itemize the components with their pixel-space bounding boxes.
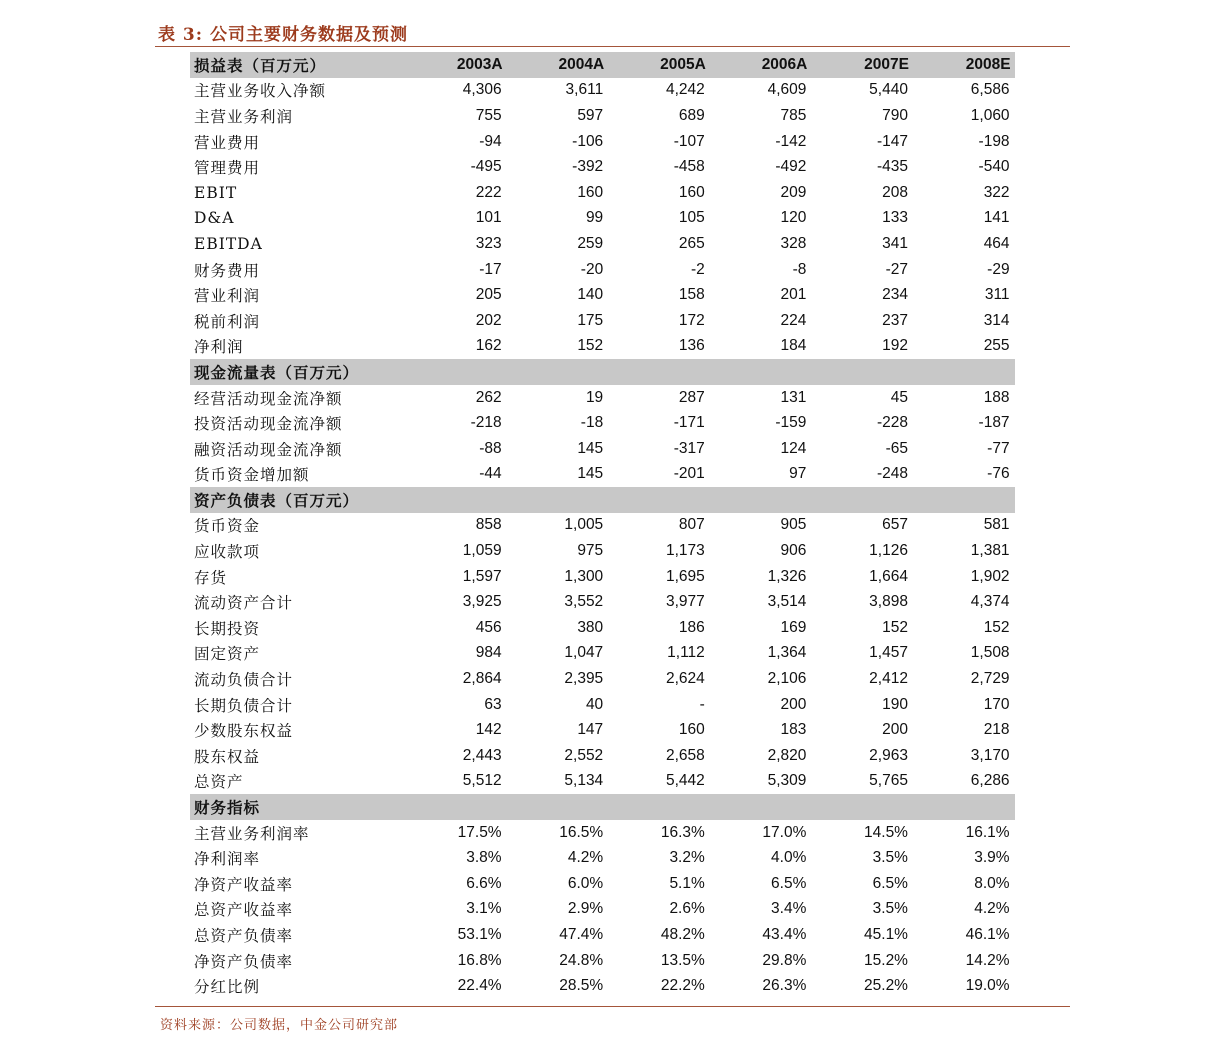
table-cell: 16.8% [457, 951, 502, 969]
table-cell: 63 [484, 695, 502, 713]
table-cell: 1,173 [665, 542, 705, 560]
table-cell: 133 [882, 209, 908, 227]
table-cell: 152 [577, 337, 604, 355]
table-cell: -171 [673, 414, 705, 432]
table-cell: 145 [577, 439, 604, 457]
table-cell: 208 [882, 183, 908, 201]
table-cell: 5,440 [869, 81, 908, 99]
table-cell: 141 [983, 209, 1010, 227]
table-cell: 380 [577, 618, 604, 636]
table-header-row [190, 52, 1015, 78]
table-cell: 1,664 [869, 567, 908, 585]
row-label: 总资产 [194, 773, 244, 792]
table-row [190, 103, 1015, 129]
table-cell: 142 [475, 721, 502, 739]
row-label: 净利润率 [194, 850, 261, 869]
table-cell: -20 [580, 260, 604, 278]
table-cell: -44 [479, 465, 502, 483]
table-cell: 1,381 [970, 542, 1010, 560]
section-title: 财务指标 [194, 798, 261, 818]
table-cell: -218 [470, 414, 502, 432]
table-cell: 906 [780, 542, 807, 560]
row-label: 总资产收益率 [194, 901, 294, 920]
table-cell: 2,412 [869, 670, 908, 688]
section-header-row [190, 359, 1015, 385]
table-row [190, 641, 1015, 667]
header-label: 损益表（百万元） [194, 55, 327, 75]
row-label: 流动资产合计 [194, 594, 294, 613]
table-row [190, 385, 1015, 411]
row-label: 主营业务收入净额 [194, 82, 327, 101]
row-label: D&A [194, 209, 235, 228]
table-cell: 222 [475, 183, 502, 201]
table-row [190, 564, 1015, 590]
table-cell: 3.2% [669, 849, 705, 867]
table-cell: 131 [780, 388, 807, 406]
table-row [190, 973, 1015, 999]
table-cell: 581 [983, 516, 1010, 534]
table-cell: 234 [882, 286, 908, 304]
table-row [190, 257, 1015, 283]
table-cell: -76 [987, 465, 1010, 483]
table-cell: -18 [580, 414, 604, 432]
table-cell: -435 [876, 158, 908, 176]
table-cell: -147 [876, 132, 908, 150]
table-cell: 4.2% [974, 900, 1010, 918]
table-cell: -88 [479, 439, 502, 457]
table-cell: 755 [475, 106, 502, 124]
row-label: 存货 [194, 568, 228, 587]
row-label: EBIT [194, 183, 238, 202]
table-cell: 1,047 [564, 644, 604, 662]
table-cell: 3,170 [970, 746, 1010, 764]
table-row [190, 589, 1015, 615]
table-cell: 5,442 [665, 772, 705, 790]
table-cell: 984 [475, 644, 502, 662]
section-header-row [190, 794, 1015, 820]
table-cell: 2,443 [462, 746, 502, 764]
table-cell: 2,729 [970, 670, 1010, 688]
table-cell: 105 [678, 209, 705, 227]
table-cell: 4.2% [567, 849, 604, 867]
table-cell: 45.1% [864, 925, 908, 943]
table-cell: 259 [577, 234, 604, 252]
table-cell: 47.4% [559, 925, 604, 943]
table-row [190, 206, 1015, 232]
table-row [190, 666, 1015, 692]
table-cell: -17 [479, 260, 502, 278]
table-cell: 5,134 [564, 772, 604, 790]
table-cell: 2,864 [462, 670, 502, 688]
row-label: 长期投资 [194, 619, 261, 638]
table-cell: -8 [792, 260, 807, 278]
table-cell: -27 [885, 260, 908, 278]
table-cell: 8.0% [974, 874, 1010, 892]
row-label: 税前利润 [194, 312, 261, 331]
table-cell: 99 [585, 209, 604, 227]
row-label: 财务费用 [194, 261, 261, 280]
table-cell: -458 [673, 158, 705, 176]
row-label: 营业费用 [194, 133, 261, 152]
section-title: 资产负债表（百万元） [194, 490, 360, 510]
table-cell: 22.4% [457, 977, 502, 995]
table-cell: 45 [890, 388, 908, 406]
table-row [190, 769, 1015, 795]
table-cell: -106 [572, 132, 604, 150]
section-title: 现金流量表（百万元） [194, 362, 360, 382]
table-row [190, 410, 1015, 436]
table-cell: 19.0% [965, 977, 1010, 995]
table-cell: -187 [978, 414, 1010, 432]
table-cell: 152 [983, 618, 1010, 636]
year-header: 2007E [864, 55, 909, 73]
table-cell: 120 [780, 209, 807, 227]
table-cell: 3,977 [665, 593, 705, 611]
table-cell: 158 [678, 286, 705, 304]
table-cell: 323 [475, 234, 502, 252]
table-cell: 1,112 [667, 644, 705, 662]
table-cell: 3,514 [767, 593, 807, 611]
table-cell: 905 [780, 516, 807, 534]
section-header-row [190, 487, 1015, 513]
table-cell: 3.5% [872, 900, 908, 918]
table-cell: -540 [978, 158, 1010, 176]
table-cell: 29.8% [762, 951, 807, 969]
table-cell: 2,106 [767, 670, 807, 688]
row-label: 总资产负债率 [194, 926, 294, 945]
table-cell: 43.4% [762, 925, 807, 943]
row-label: 分红比例 [194, 978, 261, 997]
table-cell: 3.1% [466, 900, 502, 918]
table-row [190, 922, 1015, 948]
table-cell: 322 [983, 183, 1010, 201]
table-cell: 255 [983, 337, 1010, 355]
table-cell: 1,695 [665, 567, 705, 585]
table-cell: 3,552 [564, 593, 604, 611]
table-cell: 4,609 [767, 81, 807, 99]
table-cell: -201 [673, 465, 705, 483]
table-cell: -198 [978, 132, 1010, 150]
table-cell: 24.8% [559, 951, 604, 969]
table-row [190, 129, 1015, 155]
table-cell: 160 [678, 721, 705, 739]
year-header: 2008E [965, 55, 1011, 73]
table-cell: 13.5% [660, 951, 705, 969]
row-label: 流动负债合计 [194, 671, 294, 690]
table-cell: -159 [775, 414, 807, 432]
table-cell: 314 [983, 311, 1010, 329]
table-cell: 4,306 [462, 81, 502, 99]
table-row [190, 871, 1015, 897]
table-cell: 1,364 [767, 644, 807, 662]
table-row [190, 180, 1015, 206]
table-cell: 1,059 [462, 542, 502, 560]
table-cell: 265 [678, 234, 705, 252]
table-cell: 311 [984, 286, 1010, 304]
table-cell: 19 [585, 388, 604, 406]
table-row [190, 538, 1015, 564]
table-cell: 6.0% [567, 874, 604, 892]
top-rule [155, 46, 1070, 47]
table-cell: 17.5% [457, 823, 502, 841]
row-label: 经营活动现金流净额 [194, 389, 343, 408]
table-row [190, 845, 1015, 871]
table-cell: 4,242 [665, 81, 705, 99]
table-cell: 597 [577, 106, 604, 124]
row-label: 应收款项 [194, 543, 261, 562]
table-cell: -77 [987, 439, 1010, 457]
table-cell: -248 [876, 465, 908, 483]
table-cell: 262 [475, 388, 502, 406]
table-cell: 25.2% [864, 977, 908, 995]
table-cell: -29 [987, 260, 1010, 278]
table-cell: 192 [882, 337, 908, 355]
table-cell: 6,286 [970, 772, 1010, 790]
table-cell: 28.5% [559, 977, 604, 995]
table-cell: 183 [780, 721, 807, 739]
table-cell: 2,963 [869, 746, 908, 764]
table-cell: 858 [475, 516, 502, 534]
table-cell: 16.5% [559, 823, 604, 841]
table-cell: 3,925 [462, 593, 502, 611]
source-note: 资料来源：公司数据，中金公司研究部 [160, 1018, 399, 1033]
table-row [190, 78, 1015, 104]
row-label: 长期负债合计 [194, 696, 294, 715]
table-cell: -107 [673, 132, 705, 150]
table-cell: 175 [577, 311, 604, 329]
table-row [190, 462, 1015, 488]
table-cell: 188 [983, 388, 1010, 406]
table-cell: 1,508 [970, 644, 1010, 662]
table-cell: 1,126 [869, 542, 908, 560]
table-cell: 5,765 [869, 772, 908, 790]
table-row [190, 692, 1015, 718]
row-label: 主营业务利润 [194, 107, 294, 126]
table-cell: 17.0% [762, 823, 807, 841]
table-cell: -492 [775, 158, 807, 176]
table-cell: 169 [780, 618, 807, 636]
table-cell: 22.2% [660, 977, 705, 995]
table-cell: 5,512 [462, 772, 502, 790]
table-cell: -94 [479, 132, 502, 150]
table-cell: 456 [475, 618, 502, 636]
table-cell: 26.3% [762, 977, 807, 995]
table-cell: 53.1% [457, 925, 502, 943]
table-cell: 124 [780, 439, 807, 457]
table-cell: 15.2% [864, 951, 908, 969]
table-cell: 46.1% [965, 925, 1010, 943]
table-row [190, 436, 1015, 462]
table-cell: 1,457 [869, 644, 908, 662]
table-cell: 205 [475, 286, 502, 304]
table-cell: 5,309 [767, 772, 807, 790]
table-cell: 237 [882, 311, 908, 329]
table-row [190, 743, 1015, 769]
table-cell: 145 [577, 465, 604, 483]
table-cell: 97 [789, 465, 807, 483]
table-cell: 1,300 [564, 567, 604, 585]
table-cell: 224 [780, 311, 807, 329]
table-cell: 4,374 [970, 593, 1010, 611]
table-row [190, 308, 1015, 334]
table-cell: 3,611 [565, 81, 604, 99]
row-label: 营业利润 [194, 287, 261, 306]
table-cell: 3.4% [771, 900, 807, 918]
table-cell: 202 [475, 311, 502, 329]
table-cell: 6.5% [872, 874, 908, 892]
table-cell: 136 [678, 337, 705, 355]
row-label: 少数股东权益 [194, 722, 294, 741]
table-cell: 1,060 [970, 106, 1010, 124]
table-row [190, 334, 1015, 360]
table-cell: 2,395 [564, 670, 604, 688]
table-cell: 6.5% [771, 874, 807, 892]
table-cell: 1,902 [970, 567, 1010, 585]
table-cell: 152 [882, 618, 908, 636]
year-header: 2004A [558, 55, 605, 73]
table-cell: 48.2% [660, 925, 705, 943]
table-cell: 16.3% [660, 823, 705, 841]
table-cell: 1,597 [462, 567, 502, 585]
table-cell: 341 [882, 234, 908, 252]
table-cell: 14.2% [965, 951, 1010, 969]
table-row [190, 717, 1015, 743]
table-cell: -142 [775, 132, 807, 150]
table-cell: 190 [882, 695, 908, 713]
table-cell: 200 [882, 721, 908, 739]
table-row [190, 282, 1015, 308]
table-row [190, 513, 1015, 539]
table-cell: 172 [678, 311, 705, 329]
table-cell: 328 [780, 234, 807, 252]
row-label: 主营业务利润率 [194, 824, 310, 843]
table-cell: 807 [678, 516, 705, 534]
table-cell: 6,586 [970, 81, 1010, 99]
table-cell: 209 [780, 183, 807, 201]
table-cell: 790 [882, 106, 908, 124]
table-cell: 2.6% [669, 900, 705, 918]
row-label: 净资产负债率 [194, 952, 294, 971]
table-row [190, 154, 1015, 180]
row-label: 管理费用 [194, 159, 261, 178]
table-cell: 657 [882, 516, 908, 534]
table-row [190, 897, 1015, 923]
table-title: 表 3: 公司主要财务数据及预测 [158, 25, 408, 45]
table-cell: 5.1% [669, 874, 705, 892]
table-cell: 3.5% [872, 849, 908, 867]
table-cell: -392 [572, 158, 604, 176]
table-cell: 186 [678, 618, 705, 636]
row-label: 净资产收益率 [194, 875, 294, 894]
table-cell: -228 [876, 414, 908, 432]
table-cell: 170 [983, 695, 1010, 713]
row-label: 股东权益 [194, 747, 261, 766]
table-cell: 2,624 [665, 670, 705, 688]
year-header: 2006A [761, 55, 808, 73]
table-cell: 3.9% [974, 849, 1010, 867]
table-cell: -65 [885, 439, 908, 457]
table-cell: 287 [678, 388, 705, 406]
table-row [190, 820, 1015, 846]
table-row [190, 615, 1015, 641]
row-label: 货币资金增加额 [194, 466, 310, 485]
table-cell: 3.8% [466, 849, 502, 867]
table-cell: - [699, 695, 705, 713]
table-cell: 3,898 [869, 593, 908, 611]
table-cell: 2,820 [767, 746, 807, 764]
table-cell: 2,552 [564, 746, 604, 764]
row-label: 投资活动现金流净额 [194, 415, 343, 434]
table-cell: 689 [678, 106, 705, 124]
table-cell: 184 [780, 337, 807, 355]
table-cell: 200 [780, 695, 807, 713]
table-cell: 975 [577, 542, 604, 560]
table-row [190, 231, 1015, 257]
table-cell: 218 [983, 721, 1010, 739]
row-label: 净利润 [194, 338, 244, 357]
table-cell: 201 [780, 286, 807, 304]
table-cell: 1,005 [564, 516, 604, 534]
table-cell: 14.5% [864, 823, 908, 841]
table-cell: -495 [470, 158, 502, 176]
table-cell: 101 [475, 209, 502, 227]
table-cell: 785 [780, 106, 807, 124]
row-label: 货币资金 [194, 517, 261, 536]
table-cell: 4.0% [771, 849, 807, 867]
table-cell: -2 [690, 260, 705, 278]
bottom-rule [155, 1006, 1070, 1007]
table-cell: 6.6% [466, 874, 502, 892]
financial-table [190, 52, 1015, 999]
table-cell: -317 [673, 439, 705, 457]
table-cell: 162 [475, 337, 502, 355]
table-cell: 464 [983, 234, 1010, 252]
table-cell: 140 [577, 286, 604, 304]
row-label: EBITDA [194, 234, 263, 253]
table-cell: 160 [577, 183, 604, 201]
table-row [190, 948, 1015, 974]
row-label: 固定资产 [194, 645, 261, 664]
row-label: 融资活动现金流净额 [194, 440, 343, 459]
year-header: 2005A [660, 55, 706, 73]
table-cell: 16.1% [965, 823, 1010, 841]
table-cell: 2.9% [567, 900, 604, 918]
table-cell: 2,658 [665, 746, 705, 764]
table-cell: 40 [585, 695, 604, 713]
table-cell: 1,326 [767, 567, 807, 585]
year-header: 2003A [456, 55, 503, 73]
table-cell: 147 [577, 721, 604, 739]
table-cell: 160 [678, 183, 705, 201]
